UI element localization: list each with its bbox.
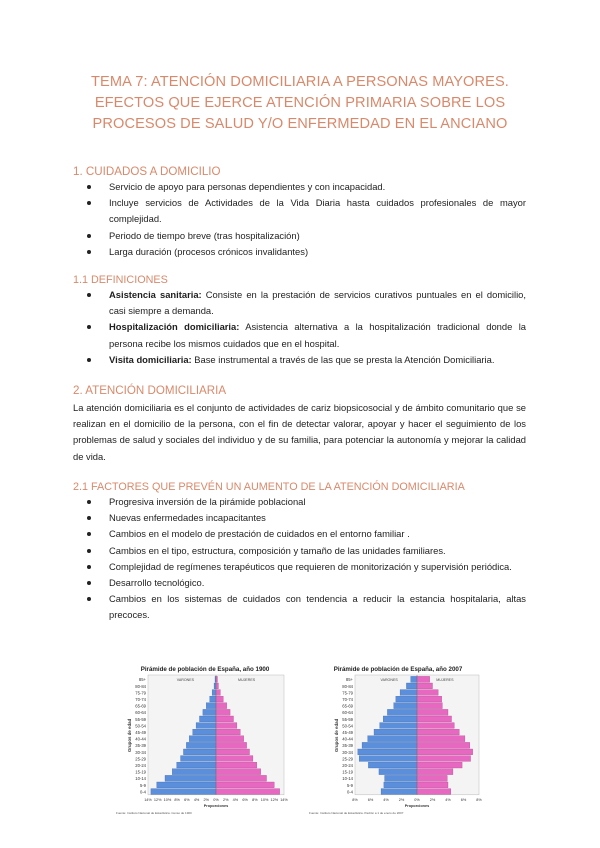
female-bar bbox=[216, 683, 218, 689]
x-tick-label: 0% bbox=[213, 797, 219, 802]
female-bar bbox=[417, 729, 459, 735]
age-tick-label: 15-19 bbox=[135, 769, 146, 775]
age-tick-label: 85+ bbox=[345, 677, 353, 683]
male-legend-label: VARONES bbox=[176, 678, 195, 682]
age-tick-label: 50-54 bbox=[135, 723, 146, 729]
male-bar bbox=[358, 749, 417, 755]
age-tick-label: 70-74 bbox=[135, 697, 146, 702]
male-bar bbox=[189, 736, 216, 742]
female-bar bbox=[216, 709, 230, 715]
age-tick-label: 65-69 bbox=[342, 703, 353, 709]
list-item: Cambios en el tipo, estructura, composición y tamaño de las unidades familiares. bbox=[73, 543, 526, 559]
female-bar bbox=[417, 690, 438, 696]
age-tick-label: 25-29 bbox=[342, 756, 353, 762]
female-bar bbox=[417, 749, 473, 755]
title-line-1: TEMA 7: ATENCIÓN DOMICILIARIA A PERSONAS MAYORES. bbox=[91, 74, 509, 90]
title-line-2: EFECTOS QUE EJERCE ATENCIÓN PRIMARIA SOBRE LOS bbox=[94, 95, 506, 111]
x-axis-label: Proporciones bbox=[203, 803, 229, 808]
x-tick-label: 2% bbox=[398, 797, 405, 802]
female-bar bbox=[417, 782, 448, 788]
list-item: Incluye servicios de Actividades de la Vida Diaria hasta cuidados profesionales de mayor complejidad. bbox=[73, 195, 526, 227]
female-bar bbox=[417, 775, 447, 781]
definition-term: Asistencia sanitaria: bbox=[109, 289, 202, 300]
female-bar bbox=[417, 683, 433, 689]
chart-source: Fuente: Instituto Nacional de Estadística. Censo de 1900 bbox=[116, 811, 192, 815]
male-bar bbox=[368, 762, 417, 768]
male-bar bbox=[193, 729, 216, 735]
section-2-1-heading: 2.1 FACTORES QUE PREVÉN UN AUMENTO DE LA ATENCIÓN DOMICILIARIA bbox=[73, 481, 465, 493]
definition-item bbox=[73, 287, 526, 319]
female-bar bbox=[216, 716, 233, 722]
female-bar bbox=[216, 762, 257, 768]
age-tick-label: 0-4 bbox=[346, 789, 353, 795]
male-bar bbox=[210, 696, 216, 702]
age-tick-label: 55-59 bbox=[135, 716, 146, 722]
male-bar bbox=[359, 756, 417, 762]
definition-text: Asistencia alternativa a la hospitalización tradicional donde la persona recibe los mismos cuidados que en el hospital. bbox=[109, 321, 526, 349]
female-bar bbox=[216, 775, 267, 781]
x-tick-label: 6% bbox=[460, 797, 467, 802]
age-tick-label: 40-44 bbox=[135, 736, 146, 742]
x-tick-label: 2% bbox=[429, 797, 436, 802]
male-bar bbox=[157, 782, 216, 788]
male-bar bbox=[396, 696, 417, 702]
age-tick-label: 80-84 bbox=[135, 683, 146, 689]
age-tick-label: 60-64 bbox=[342, 710, 353, 716]
male-bar bbox=[362, 742, 417, 748]
age-tick-label: 10-14 bbox=[135, 776, 146, 782]
x-tick-label: 12% bbox=[270, 797, 279, 802]
definitions-list bbox=[73, 287, 526, 368]
female-bar bbox=[216, 742, 247, 748]
x-tick-label: 8% bbox=[174, 797, 180, 802]
x-tick-label: 4% bbox=[383, 797, 389, 802]
age-tick-label: 45-49 bbox=[135, 730, 146, 735]
x-tick-label: 6% bbox=[242, 797, 248, 802]
chart-title: Pirámide de población de España, año 1900 bbox=[140, 666, 270, 673]
list-item: Progresiva inversión de la pirámide poblacional bbox=[73, 494, 526, 510]
male-bar bbox=[380, 723, 417, 729]
male-bar bbox=[379, 769, 417, 775]
female-bar bbox=[216, 696, 223, 702]
list-item: Servicio de apoyo para personas dependientes y con incapacidad. bbox=[73, 179, 526, 195]
age-tick-label: 5-9 bbox=[139, 782, 146, 788]
male-bar bbox=[196, 723, 216, 729]
male-bar bbox=[177, 762, 216, 768]
male-legend-label: VARONES bbox=[380, 678, 398, 682]
chart-title: Pirámide de población de España, año 2007 bbox=[333, 666, 463, 673]
male-bar bbox=[394, 703, 417, 709]
section-1-heading: 1. CUIDADOS A DOMICILIO bbox=[73, 165, 221, 178]
female-legend-label: MUJERES bbox=[238, 678, 256, 682]
x-tick-label: 4% bbox=[193, 797, 200, 802]
age-tick-label: 75-79 bbox=[135, 690, 146, 696]
list-item: Complejidad de regímenes terapéuticos que requieren de monitorización y supervisión periódica. bbox=[73, 559, 526, 575]
male-bar bbox=[203, 709, 216, 715]
x-tick-label: 4% bbox=[232, 797, 239, 802]
definition-term: Hospitalización domiciliaria: bbox=[109, 321, 240, 333]
age-tick-label: 20-24 bbox=[135, 763, 146, 768]
section-1-list bbox=[73, 179, 526, 260]
male-bar bbox=[183, 749, 216, 755]
x-tick-label: 2% bbox=[203, 797, 210, 802]
female-bar bbox=[216, 729, 240, 735]
male-bar bbox=[151, 789, 216, 795]
x-tick-label: 6% bbox=[367, 797, 374, 802]
male-bar bbox=[172, 769, 216, 775]
y-axis-label: Grupos de edad bbox=[127, 718, 132, 753]
age-tick-label: 5-9 bbox=[346, 782, 353, 788]
age-tick-label: 25-29 bbox=[135, 756, 146, 762]
male-bar bbox=[206, 703, 216, 709]
age-tick-label: 30-34 bbox=[135, 749, 146, 755]
section-2-heading: 2. ATENCIÓN DOMICILIARIA bbox=[73, 384, 227, 397]
male-bar bbox=[165, 775, 216, 781]
female-bar bbox=[417, 762, 462, 768]
female-bar bbox=[216, 756, 253, 762]
age-tick-label: 15-19 bbox=[342, 769, 353, 775]
female-bar bbox=[417, 742, 470, 748]
x-tick-label: 8% bbox=[352, 797, 358, 802]
male-bar bbox=[383, 716, 417, 722]
y-axis-label: Grupos de edad bbox=[334, 718, 339, 753]
age-tick-label: 20-24 bbox=[342, 763, 353, 768]
male-bar bbox=[214, 683, 216, 689]
definition-term: Visita domiciliaria: bbox=[109, 353, 192, 365]
list-item: Cambios en el modelo de prestación de cuidados en el entorno familiar . bbox=[73, 526, 526, 542]
female-bar bbox=[216, 782, 274, 788]
definition-item bbox=[73, 319, 526, 351]
male-bar bbox=[411, 676, 417, 682]
male-bar bbox=[368, 736, 417, 742]
age-tick-label: 55-59 bbox=[342, 716, 353, 722]
female-bar bbox=[216, 723, 237, 729]
list-item: Cambios en los sistemas de cuidados con tendencia a reducir la estancia hospitalaria, altas precoces. bbox=[73, 591, 526, 623]
pyramid-1900-chart bbox=[110, 662, 300, 818]
x-tick-label: 8% bbox=[252, 797, 258, 802]
x-tick-label: 6% bbox=[184, 797, 190, 802]
age-tick-label: 60-64 bbox=[135, 710, 146, 716]
female-bar bbox=[417, 723, 454, 729]
male-bar bbox=[199, 716, 216, 722]
x-tick-label: 4% bbox=[445, 797, 451, 802]
male-bar bbox=[384, 782, 417, 788]
female-legend-label: MUJERES bbox=[436, 678, 454, 682]
age-tick-label: 10-14 bbox=[342, 776, 353, 782]
x-tick-label: 0% bbox=[414, 797, 420, 802]
female-bar bbox=[216, 789, 280, 795]
age-tick-label: 75-79 bbox=[342, 690, 353, 696]
x-tick-label: 14% bbox=[144, 797, 152, 802]
female-bar bbox=[417, 716, 452, 722]
pyramid-1900-figure bbox=[110, 662, 300, 818]
page-title bbox=[60, 72, 540, 135]
x-tick-label: 14% bbox=[280, 797, 288, 802]
male-bar bbox=[186, 742, 216, 748]
x-tick-label: 2% bbox=[222, 797, 229, 802]
age-tick-label: 40-44 bbox=[342, 736, 353, 742]
male-bar bbox=[387, 709, 417, 715]
age-tick-label: 35-39 bbox=[135, 743, 146, 749]
section-1-1-heading: 1.1 DEFINICIONES bbox=[73, 274, 168, 286]
age-tick-label: 65-69 bbox=[135, 703, 146, 709]
pyramid-2007-figure bbox=[303, 662, 493, 818]
age-tick-label: 80-84 bbox=[342, 683, 353, 689]
age-tick-label: 0-4 bbox=[139, 789, 146, 795]
male-bar bbox=[212, 690, 216, 696]
male-bar bbox=[181, 756, 216, 762]
male-bar bbox=[385, 775, 417, 781]
female-bar bbox=[417, 703, 442, 709]
male-bar bbox=[400, 690, 417, 696]
female-bar bbox=[417, 676, 430, 682]
male-bar bbox=[406, 683, 417, 689]
section-2-paragraph: La atención domiciliaria es el conjunto de actividades de cariz biopsicosocial y de ámbito comunitario que se realizan en el domicilio de la persona, con el fin de detectar valorar, apoyar y hacer el seguimiento de los problemas de salud y sociales del individuo y de su familia, para potenciar la autonomía y mejorar la calidad de vida. bbox=[73, 402, 526, 462]
list-item: Larga duración (procesos crónicos invalidantes) bbox=[73, 244, 526, 260]
factors-list bbox=[73, 494, 526, 624]
female-bar bbox=[417, 696, 442, 702]
male-bar bbox=[374, 729, 417, 735]
definition-text: Base instrumental a través de las que se presta la Atención Domiciliaria. bbox=[191, 353, 495, 365]
female-bar bbox=[417, 736, 465, 742]
female-bar bbox=[417, 709, 448, 715]
definition-item bbox=[73, 352, 526, 368]
female-bar bbox=[216, 749, 250, 755]
age-tick-label: 45-49 bbox=[342, 730, 353, 735]
list-item: Nuevas enfermedades incapacitantes bbox=[73, 510, 526, 526]
age-tick-label: 85+ bbox=[138, 677, 146, 683]
age-tick-label: 35-39 bbox=[342, 743, 353, 749]
female-bar bbox=[216, 769, 261, 775]
x-tick-label: 12% bbox=[153, 797, 162, 802]
female-bar bbox=[417, 789, 451, 795]
list-item: Periodo de tiempo breve (tras hospitalización) bbox=[73, 228, 526, 244]
age-tick-label: 70-74 bbox=[342, 697, 353, 702]
male-bar bbox=[381, 789, 417, 795]
x-tick-label: 10% bbox=[163, 797, 172, 802]
list-item: Desarrollo tecnológico. bbox=[73, 575, 526, 591]
title-line-3: PROCESOS DE SALUD Y/O ENFERMEDAD EN EL ANCIANO bbox=[92, 116, 508, 132]
female-bar bbox=[216, 703, 227, 709]
x-tick-label: 8% bbox=[476, 797, 482, 802]
pyramid-2007-chart bbox=[303, 662, 493, 818]
x-tick-label: 10% bbox=[260, 797, 269, 802]
chart-source: Fuente: Instituto Nacional de Estadística. Padrón a 1 de enero de 2007 bbox=[309, 811, 404, 815]
female-bar bbox=[216, 736, 244, 742]
female-bar bbox=[216, 690, 220, 696]
age-tick-label: 50-54 bbox=[342, 723, 353, 729]
female-bar bbox=[417, 756, 471, 762]
x-axis-label: Proporciones bbox=[404, 803, 430, 808]
age-tick-label: 30-34 bbox=[342, 749, 353, 755]
female-bar bbox=[417, 769, 453, 775]
definition-text: Consiste en la prestación de servicios curativos puntuales en el domicilio, casi siempre a demanda. bbox=[109, 289, 526, 317]
